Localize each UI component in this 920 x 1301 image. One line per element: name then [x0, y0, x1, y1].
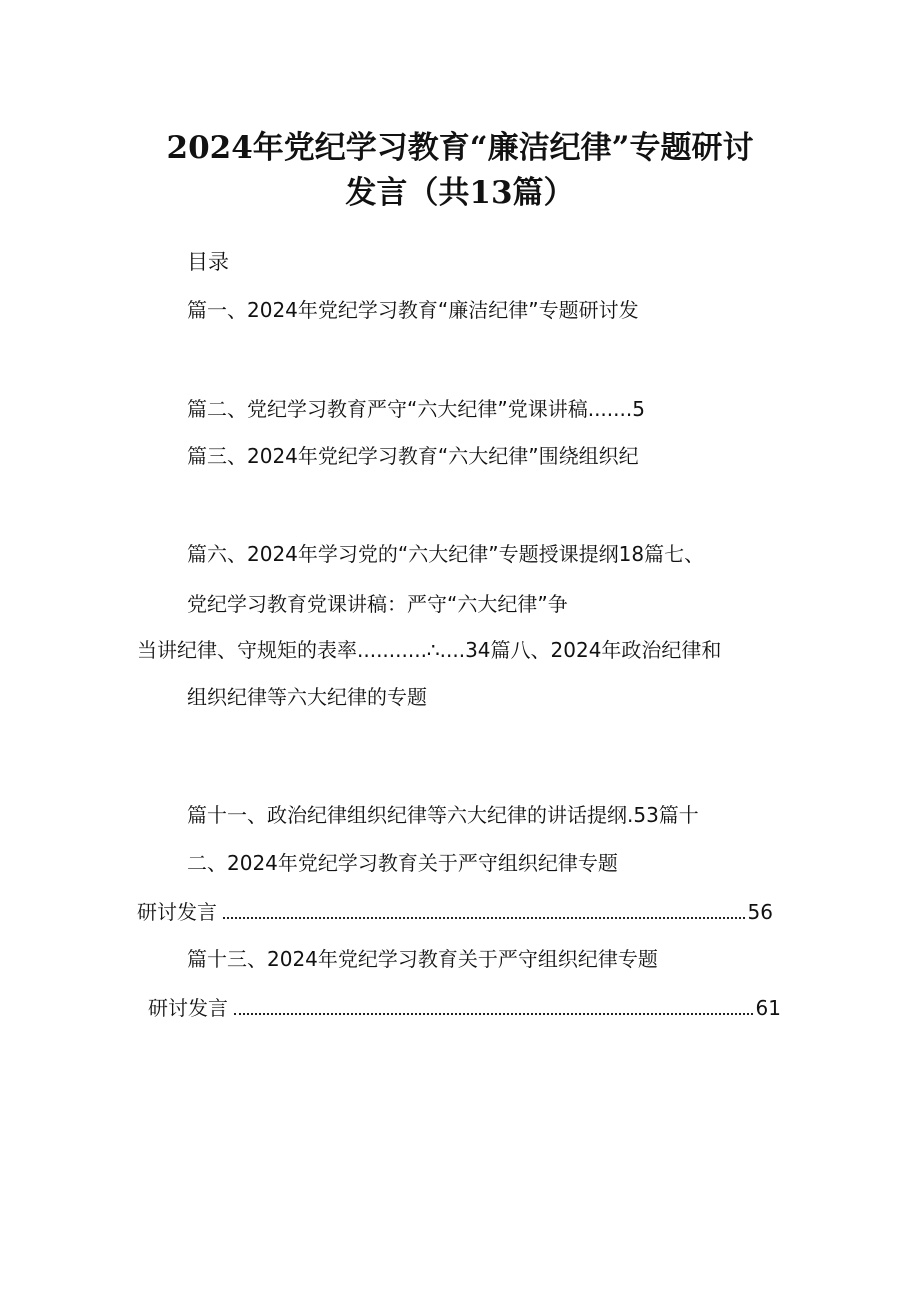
toc-line-9: 二、2024年党纪学习教育关于严守组织纪律专题: [187, 851, 618, 875]
toc-line-5: 党纪学习教育党课讲稿：严守“六大纪律”争: [187, 592, 568, 616]
toc-entry-label: 研讨发言: [137, 900, 217, 924]
toc-line-7: 组织纪律等六大纪律的专题: [187, 685, 427, 709]
toc-entry-page-number: 61: [755, 996, 781, 1020]
toc-entry-dotted: [148, 995, 781, 1021]
toc-line-1: 篇一、2024年党纪学习教育“廉洁纪律”专题研讨发: [187, 298, 639, 322]
dot-leader: [234, 1012, 753, 1015]
toc-entry-page-number: 56: [747, 900, 773, 924]
toc-line-2: 篇二、党纪学习教育严守“六大纪律”党课讲稿.......5: [187, 397, 645, 421]
toc-heading: 目录: [187, 250, 229, 274]
toc-line-10: 篇十三、2024年党纪学习教育关于严守组织纪律专题: [187, 947, 658, 971]
toc-line-4: 篇六、2024年学习党的“六大纪律”专题授课提纲18篇七、: [187, 542, 705, 566]
toc-entry-dotted: [137, 899, 773, 925]
dot-leader: [223, 916, 745, 919]
toc-line-8: 篇十一、政治纪律组织纪律等六大纪律的讲话提纲.53篇十: [187, 803, 699, 827]
toc-line-6: 当讲纪律、守规矩的表率...........∴....34篇八、2024年政治纪律和: [137, 638, 722, 662]
toc-line-3: 篇三、2024年党纪学习教育“六大纪律”围绕组织纪: [187, 444, 639, 468]
document-title-line-1: 2024年党纪学习教育“廉洁纪律”专题研讨: [166, 130, 754, 166]
toc-entry-label: 研讨发言: [148, 996, 228, 1020]
document-title-line-2: 发言（共13篇）: [345, 175, 575, 211]
